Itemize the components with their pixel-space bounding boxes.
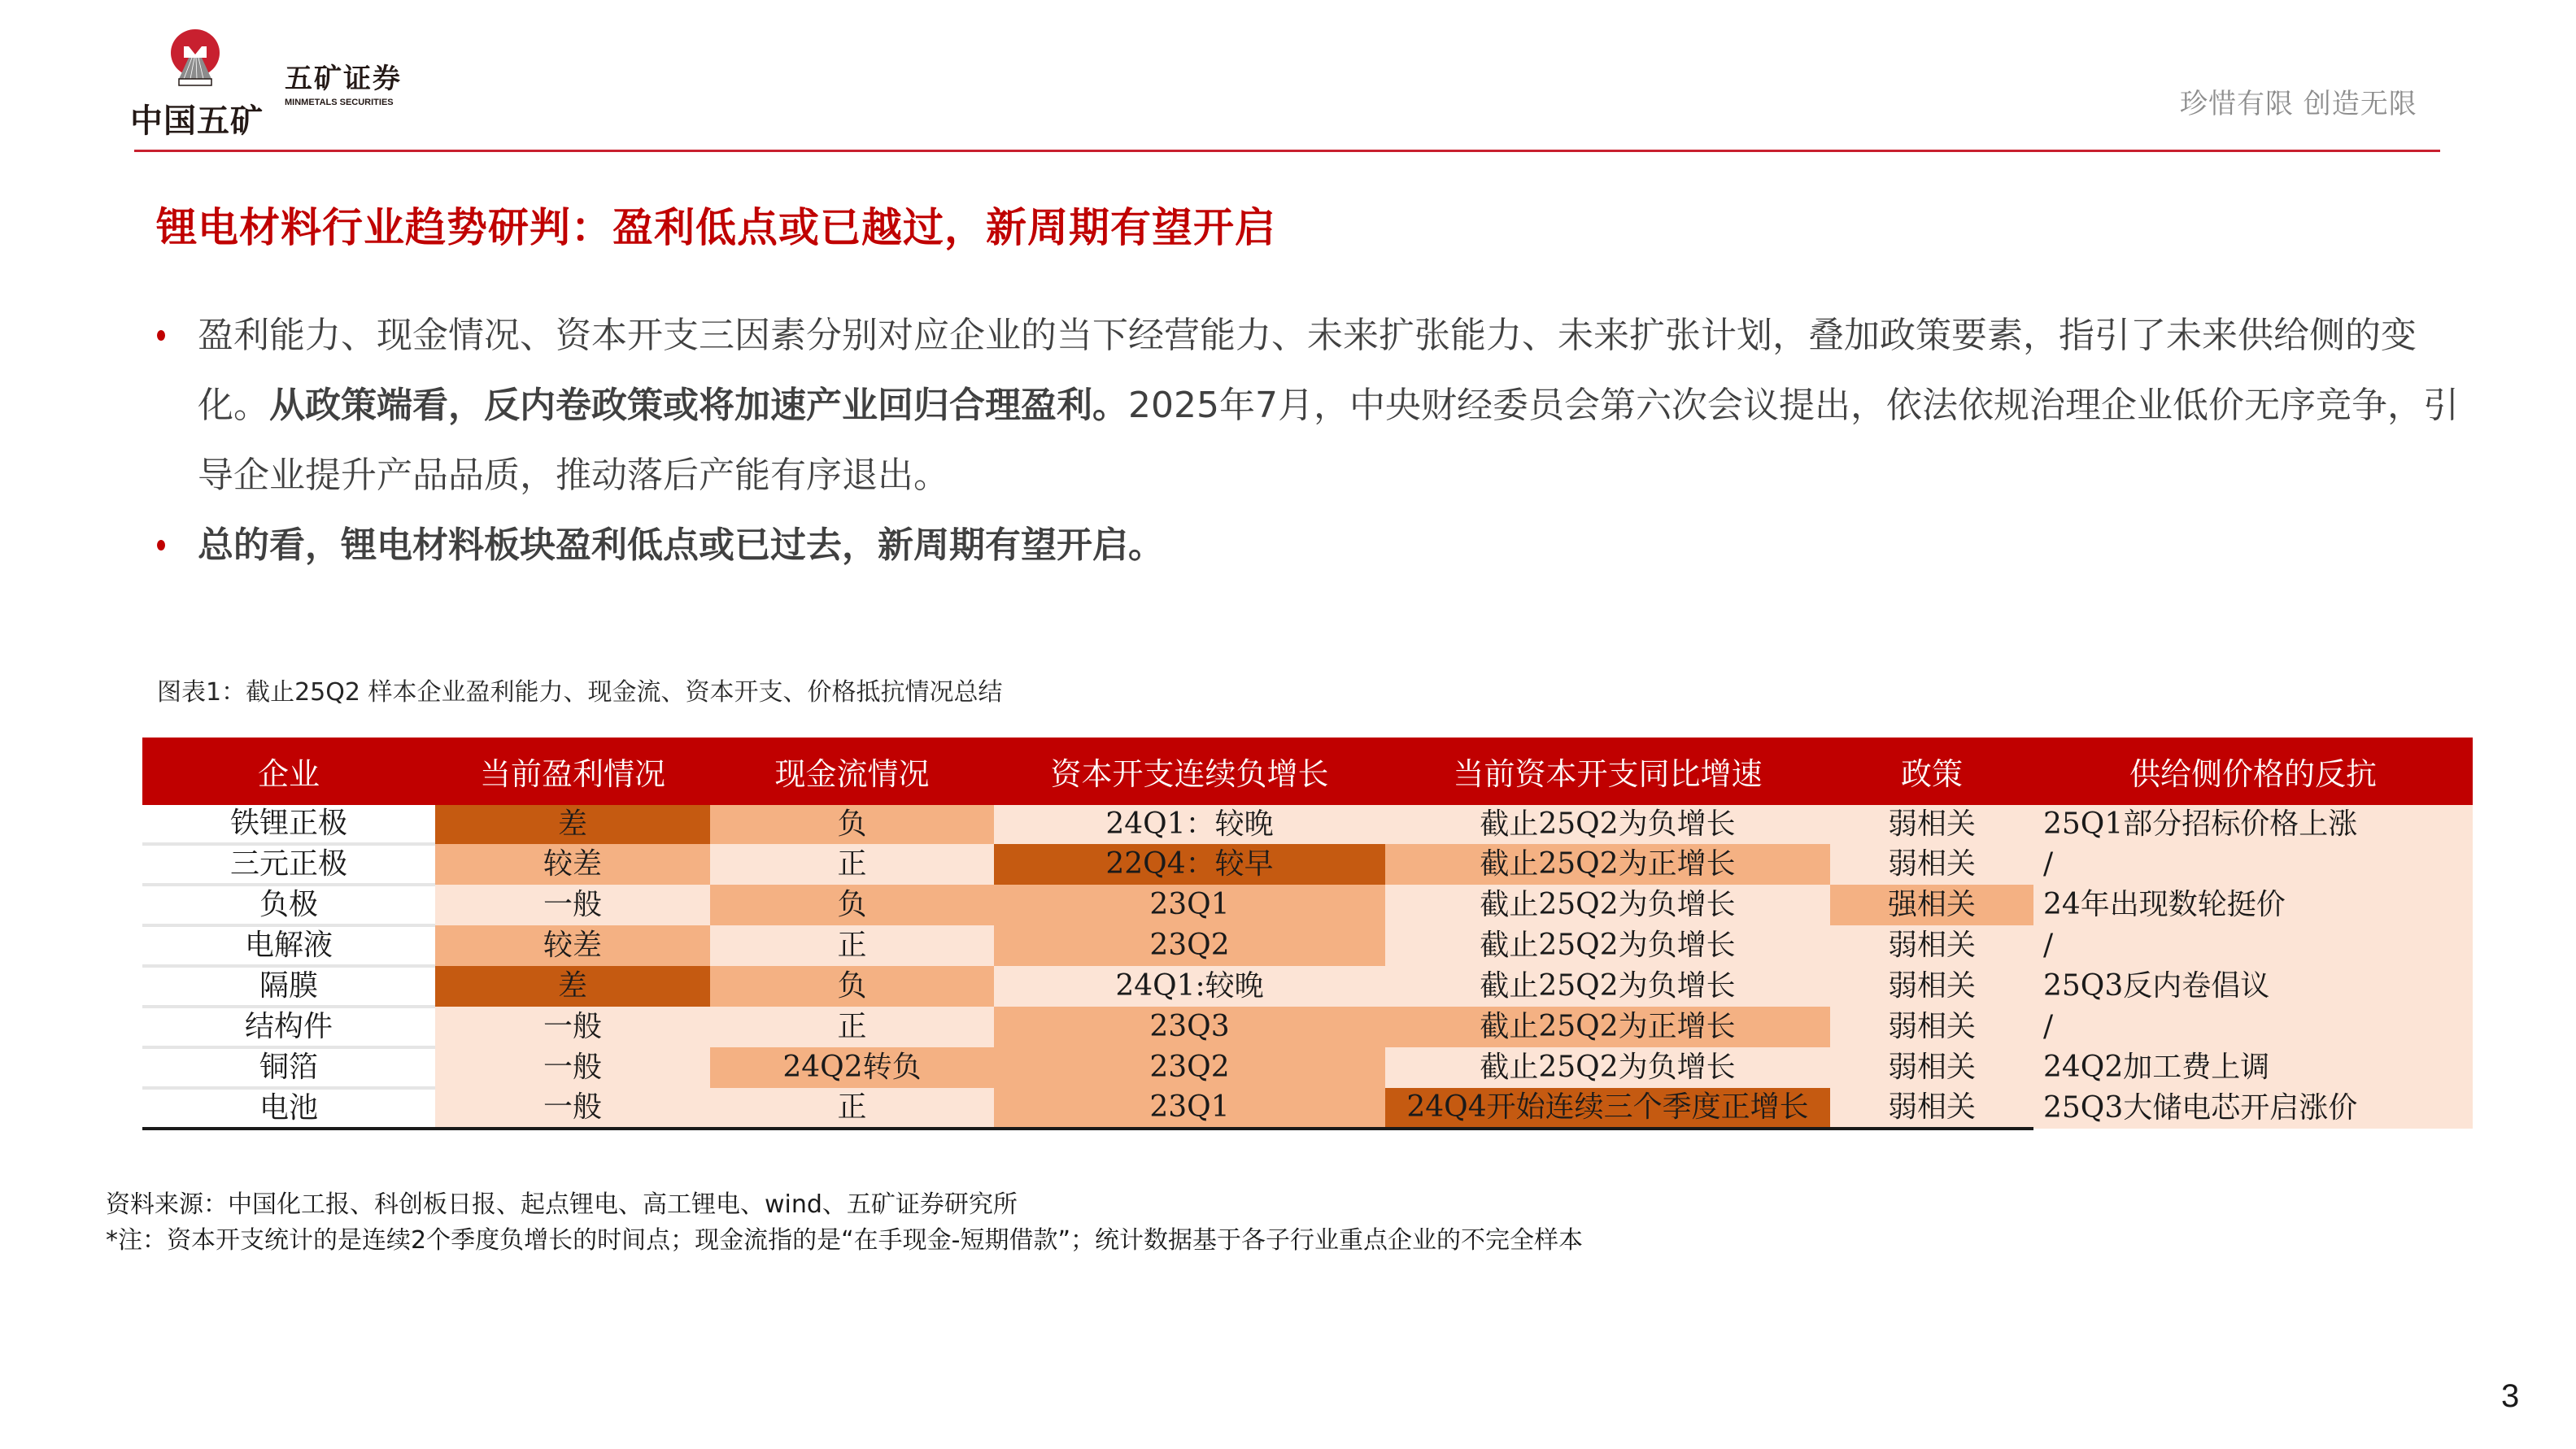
table-cell: 25Q1部分招标价格上涨 bbox=[2033, 805, 2473, 844]
column-header: 当前资本开支同比增速 bbox=[1385, 738, 1830, 805]
table-row bbox=[142, 844, 2473, 885]
bullet-text: 2025年7月，中央财经委员会第六次会议提出，依法依规治理企业低价无序竞争，引导企业提升产品品质，推动落后产能有序退出。 bbox=[198, 385, 2459, 496]
source-notes bbox=[106, 1187, 1583, 1259]
bullet-item bbox=[150, 301, 2485, 511]
bullet-list bbox=[150, 301, 2485, 581]
column-header: 企业 bbox=[142, 738, 435, 805]
table-cell: 差 bbox=[435, 805, 710, 844]
table-cell: / bbox=[2033, 1007, 2473, 1047]
table-cell: 24Q4开始连续三个季度正增长 bbox=[1385, 1088, 1830, 1129]
table-cell: 截止25Q2为正增长 bbox=[1385, 844, 1830, 885]
table-cell: 截止25Q2为负增长 bbox=[1385, 966, 1830, 1007]
bullet-dot-icon bbox=[157, 330, 165, 341]
logo-group-name: 中国五矿 bbox=[130, 102, 264, 140]
table-cell: 23Q3 bbox=[994, 1007, 1385, 1047]
table-cell: 23Q1 bbox=[994, 885, 1385, 925]
table-cell: 24Q1：较晚 bbox=[994, 805, 1385, 844]
table-header-row bbox=[142, 738, 2473, 805]
table-cell: / bbox=[2033, 925, 2473, 966]
table-cell: 正 bbox=[710, 1088, 994, 1129]
table-cell: 截止25Q2为正增长 bbox=[1385, 1007, 1830, 1047]
table-cell: 一般 bbox=[435, 1007, 710, 1047]
table-cell: 24Q1:较晚 bbox=[994, 966, 1385, 1007]
company-cell: 铜箔 bbox=[142, 1047, 435, 1088]
table-cell: 23Q2 bbox=[994, 1047, 1385, 1088]
table-cell: 23Q2 bbox=[994, 925, 1385, 966]
logo-company-en: MINMETALS SECURITIES bbox=[285, 98, 394, 107]
table-cell: 一般 bbox=[435, 1088, 710, 1129]
table-cell: 弱相关 bbox=[1830, 966, 2033, 1007]
company-cell: 铁锂正极 bbox=[142, 805, 435, 844]
table-cell: 25Q3大储电芯开启涨价 bbox=[2033, 1088, 2473, 1129]
logo-company-cn: 五矿证券 bbox=[285, 63, 402, 95]
table-cell: 负 bbox=[710, 885, 994, 925]
table-row bbox=[142, 1047, 2473, 1088]
company-cell: 隔膜 bbox=[142, 966, 435, 1007]
table-cell: 24Q2加工费上调 bbox=[2033, 1047, 2473, 1088]
table-row bbox=[142, 1007, 2473, 1047]
company-cell: 电解液 bbox=[142, 925, 435, 966]
page-title: 锂电材料行业趋势研判：盈利低点或已越过，新周期有望开启 bbox=[156, 204, 1276, 251]
table-cell: 强相关 bbox=[1830, 885, 2033, 925]
table-cell: 22Q4：较早 bbox=[994, 844, 1385, 885]
bullet-item bbox=[150, 511, 2485, 581]
table-cell: 差 bbox=[435, 966, 710, 1007]
column-header: 政策 bbox=[1830, 738, 2033, 805]
table-row bbox=[142, 885, 2473, 925]
bullet-text: 盈利能力、现金情况、资本开支三因素分别对应企业的当下经营能力、未来扩张能力、未来扩张计划，叠加政策要素，指引了未来供给侧的变化。 bbox=[198, 315, 2417, 426]
table-cell: 弱相关 bbox=[1830, 1007, 2033, 1047]
minmetals-emblem-icon bbox=[169, 28, 221, 89]
table-cell: 弱相关 bbox=[1830, 925, 2033, 966]
table-cell: 较差 bbox=[435, 925, 710, 966]
company-cell: 结构件 bbox=[142, 1007, 435, 1047]
column-header: 当前盈利情况 bbox=[435, 738, 710, 805]
table-row bbox=[142, 966, 2473, 1007]
source-text: 资料来源：中国化工报、科创板日报、起点锂电、高工锂电、wind、五矿证券研究所 bbox=[106, 1190, 1018, 1219]
table-cell: 截止25Q2为负增长 bbox=[1385, 885, 1830, 925]
table-cell: 23Q1 bbox=[994, 1088, 1385, 1129]
table-cell: 截止25Q2为负增长 bbox=[1385, 805, 1830, 844]
bullet-dot-icon bbox=[157, 540, 165, 550]
table-row bbox=[142, 805, 2473, 844]
table-cell: / bbox=[2033, 844, 2473, 885]
summary-table bbox=[142, 738, 2473, 1130]
table-cell: 弱相关 bbox=[1830, 805, 2033, 844]
footnote-text: *注：资本开支统计的是连续2个季度负增长的时间点；现金流指的是“在手现金-短期借款”；统计数据基于各子行业重点企业的不完全样本 bbox=[106, 1226, 1583, 1255]
table-cell: 25Q3反内卷倡议 bbox=[2033, 966, 2473, 1007]
table-cell: 正 bbox=[710, 925, 994, 966]
bullet-text-bold: 从政策端看，反内卷政策或将加速产业回归合理盈利。 bbox=[269, 385, 1128, 426]
table-cell: 24年出现数轮挺价 bbox=[2033, 885, 2473, 925]
table-cell: 一般 bbox=[435, 885, 710, 925]
minmetals-logo bbox=[130, 28, 407, 140]
securities-logo bbox=[285, 56, 402, 107]
table-cell: 弱相关 bbox=[1830, 1088, 2033, 1129]
chart-caption: 图表1：截止25Q2 样本企业盈利能力、现金流、资本开支、价格抵抗情况总结 bbox=[157, 678, 1003, 707]
table-cell: 负 bbox=[710, 805, 994, 844]
table-cell: 负 bbox=[710, 966, 994, 1007]
table-cell: 正 bbox=[710, 1007, 994, 1047]
table-cell: 正 bbox=[710, 844, 994, 885]
table-row bbox=[142, 1088, 2473, 1129]
header-divider bbox=[134, 150, 2440, 152]
table-cell: 截止25Q2为负增长 bbox=[1385, 1047, 1830, 1088]
table-cell: 弱相关 bbox=[1830, 1047, 2033, 1088]
column-header: 供给侧价格的反抗 bbox=[2033, 738, 2473, 805]
table-cell: 24Q2转负 bbox=[710, 1047, 994, 1088]
slogan: 珍惜有限 创造无限 bbox=[2180, 88, 2417, 120]
table-row bbox=[142, 925, 2473, 966]
table-cell: 较差 bbox=[435, 844, 710, 885]
column-header: 现金流情况 bbox=[710, 738, 994, 805]
company-cell: 三元正极 bbox=[142, 844, 435, 885]
bullet-text-bold: 总的看，锂电材料板块盈利低点或已过去，新周期有望开启。 bbox=[198, 524, 1164, 566]
company-cell: 电池 bbox=[142, 1088, 435, 1129]
company-cell: 负极 bbox=[142, 885, 435, 925]
column-header: 资本开支连续负增长 bbox=[994, 738, 1385, 805]
table-cell: 弱相关 bbox=[1830, 844, 2033, 885]
table-cell: 一般 bbox=[435, 1047, 710, 1088]
table-cell: 截止25Q2为负增长 bbox=[1385, 925, 1830, 966]
page-number: 3 bbox=[2501, 1378, 2520, 1414]
